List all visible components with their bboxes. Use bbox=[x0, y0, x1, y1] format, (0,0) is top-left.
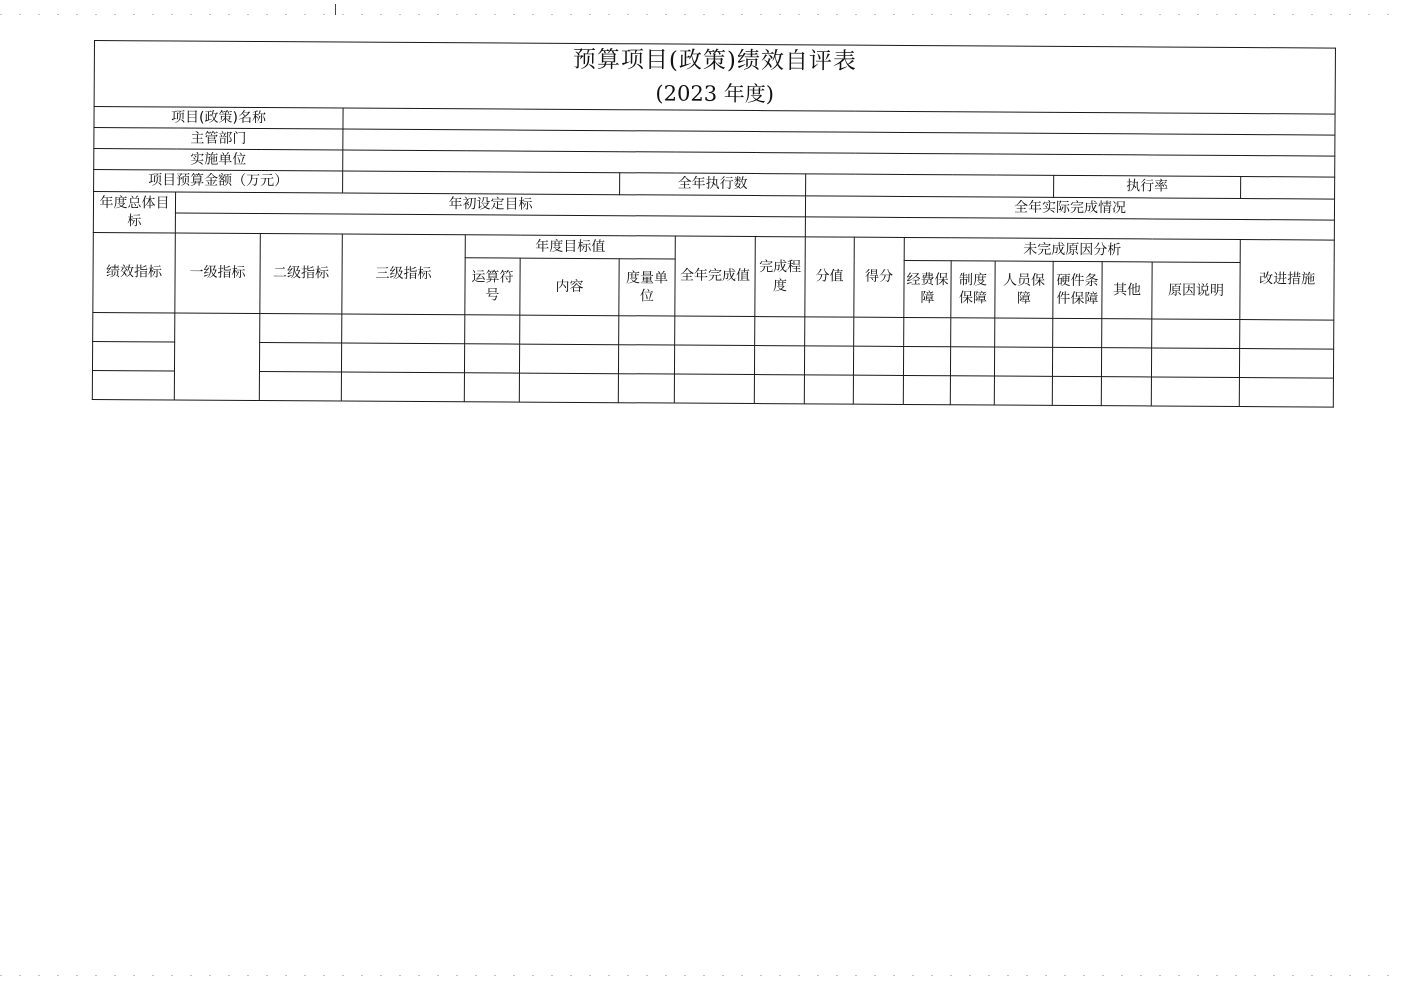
budget-amount-label: 项目预算金额（万元） bbox=[94, 170, 343, 194]
table-cell[interactable] bbox=[1151, 348, 1239, 378]
table-cell[interactable] bbox=[1102, 319, 1152, 348]
table-cell[interactable] bbox=[259, 343, 341, 373]
header-improvement: 改进措施 bbox=[1240, 240, 1335, 321]
table-cell[interactable] bbox=[619, 316, 675, 345]
project-name-label: 项目(政策)名称 bbox=[94, 107, 343, 130]
table-cell[interactable] bbox=[519, 373, 618, 403]
scan-mark bbox=[335, 4, 336, 15]
header-score-value: 分值 bbox=[805, 237, 854, 317]
table-cell[interactable] bbox=[904, 317, 951, 346]
annual-executed-label: 全年执行数 bbox=[620, 173, 806, 196]
table-cell[interactable] bbox=[1101, 377, 1151, 406]
header-level2: 二级指标 bbox=[260, 234, 342, 314]
header-system: 制度保障 bbox=[951, 261, 995, 318]
table-cell[interactable] bbox=[1239, 378, 1333, 408]
execution-rate-label: 执行率 bbox=[1054, 175, 1241, 198]
table-cell[interactable] bbox=[1053, 318, 1102, 347]
table-cell[interactable] bbox=[674, 374, 754, 403]
initial-target-label: 年初设定目标 bbox=[175, 192, 805, 217]
table-cell[interactable] bbox=[259, 372, 341, 402]
scan-artifact-top bbox=[0, 14, 1403, 15]
table-cell[interactable] bbox=[675, 316, 755, 345]
table-cell[interactable] bbox=[1240, 320, 1334, 350]
header-target-value: 年度目标值 bbox=[465, 235, 675, 259]
table-cell[interactable] bbox=[1239, 349, 1333, 379]
form-title-cell bbox=[94, 41, 1335, 115]
table-cell[interactable] bbox=[465, 315, 520, 344]
table-cell[interactable] bbox=[341, 343, 464, 373]
table-row bbox=[92, 370, 1333, 407]
header-unfinished-analysis: 未完成原因分析 bbox=[904, 237, 1240, 262]
table-cell[interactable] bbox=[754, 375, 804, 404]
actual-completion-label: 全年实际完成情况 bbox=[805, 196, 1334, 220]
table-cell[interactable] bbox=[674, 345, 754, 374]
header-operator: 运算符号 bbox=[465, 258, 520, 315]
execution-rate-field[interactable] bbox=[1241, 177, 1335, 200]
table-cell[interactable] bbox=[519, 344, 618, 374]
header-level3: 三级指标 bbox=[342, 234, 465, 315]
table-cell[interactable] bbox=[464, 344, 519, 373]
form-subtitle: (2023 年度) bbox=[655, 81, 775, 106]
header-score: 得分 bbox=[854, 237, 904, 317]
table-cell[interactable] bbox=[520, 315, 619, 345]
header-unit: 度量单位 bbox=[619, 259, 675, 316]
table-cell[interactable] bbox=[618, 345, 674, 374]
table-cell[interactable] bbox=[994, 376, 1052, 405]
table-cell[interactable] bbox=[1151, 377, 1239, 407]
evaluation-table bbox=[92, 40, 1336, 408]
table-cell[interactable] bbox=[903, 346, 950, 375]
table-cell[interactable] bbox=[1052, 376, 1101, 405]
table-cell[interactable] bbox=[618, 374, 674, 403]
table-cell[interactable] bbox=[1101, 348, 1151, 377]
table-cell[interactable] bbox=[260, 314, 342, 344]
annual-executed-field[interactable] bbox=[806, 174, 1054, 198]
annual-overall-goal-label: 年度总体目标 bbox=[93, 192, 175, 234]
table-cell[interactable] bbox=[804, 346, 853, 375]
header-completion-degree: 完成程度 bbox=[755, 237, 805, 317]
table-cell[interactable] bbox=[950, 376, 994, 405]
evaluation-form bbox=[92, 40, 1335, 418]
header-reason: 原因说明 bbox=[1152, 262, 1240, 320]
table-cell[interactable] bbox=[755, 317, 805, 346]
table-cell[interactable] bbox=[464, 373, 519, 402]
header-funding: 经费保障 bbox=[904, 260, 951, 317]
table-cell[interactable] bbox=[754, 346, 804, 375]
table-cell[interactable] bbox=[903, 375, 950, 404]
table-cell[interactable] bbox=[342, 314, 465, 344]
table-cell[interactable] bbox=[804, 375, 853, 404]
table-cell[interactable] bbox=[854, 317, 904, 346]
table-cell[interactable] bbox=[1052, 347, 1101, 376]
scan-artifact-bottom bbox=[0, 975, 1403, 976]
table-cell[interactable] bbox=[994, 347, 1052, 376]
table-cell[interactable] bbox=[805, 317, 854, 346]
table-cell[interactable] bbox=[92, 370, 174, 400]
table-cell[interactable] bbox=[341, 372, 464, 402]
table-cell[interactable] bbox=[853, 375, 903, 404]
header-perf-indicator: 绩效指标 bbox=[93, 232, 175, 312]
header-full-year-value: 全年完成值 bbox=[675, 236, 755, 316]
form-title: 预算项目(政策)绩效自评表 bbox=[572, 46, 857, 75]
budget-amount-field[interactable] bbox=[343, 171, 620, 195]
header-level1: 一级指标 bbox=[175, 233, 260, 314]
header-other: 其他 bbox=[1102, 262, 1152, 319]
implementer-label: 实施单位 bbox=[94, 149, 343, 172]
table-cell[interactable] bbox=[995, 318, 1053, 347]
table-cell[interactable] bbox=[1152, 319, 1240, 349]
table-cell[interactable] bbox=[951, 318, 995, 347]
table-cell[interactable] bbox=[853, 346, 903, 375]
table-cell[interactable] bbox=[92, 341, 174, 371]
header-hardware: 硬件条件保障 bbox=[1053, 261, 1102, 318]
header-personnel: 人员保障 bbox=[995, 261, 1053, 318]
table-cell[interactable] bbox=[93, 312, 175, 342]
header-content: 内容 bbox=[520, 258, 619, 316]
table-cell[interactable] bbox=[174, 313, 260, 401]
department-label: 主管部门 bbox=[94, 128, 343, 151]
table-cell[interactable] bbox=[950, 347, 994, 376]
